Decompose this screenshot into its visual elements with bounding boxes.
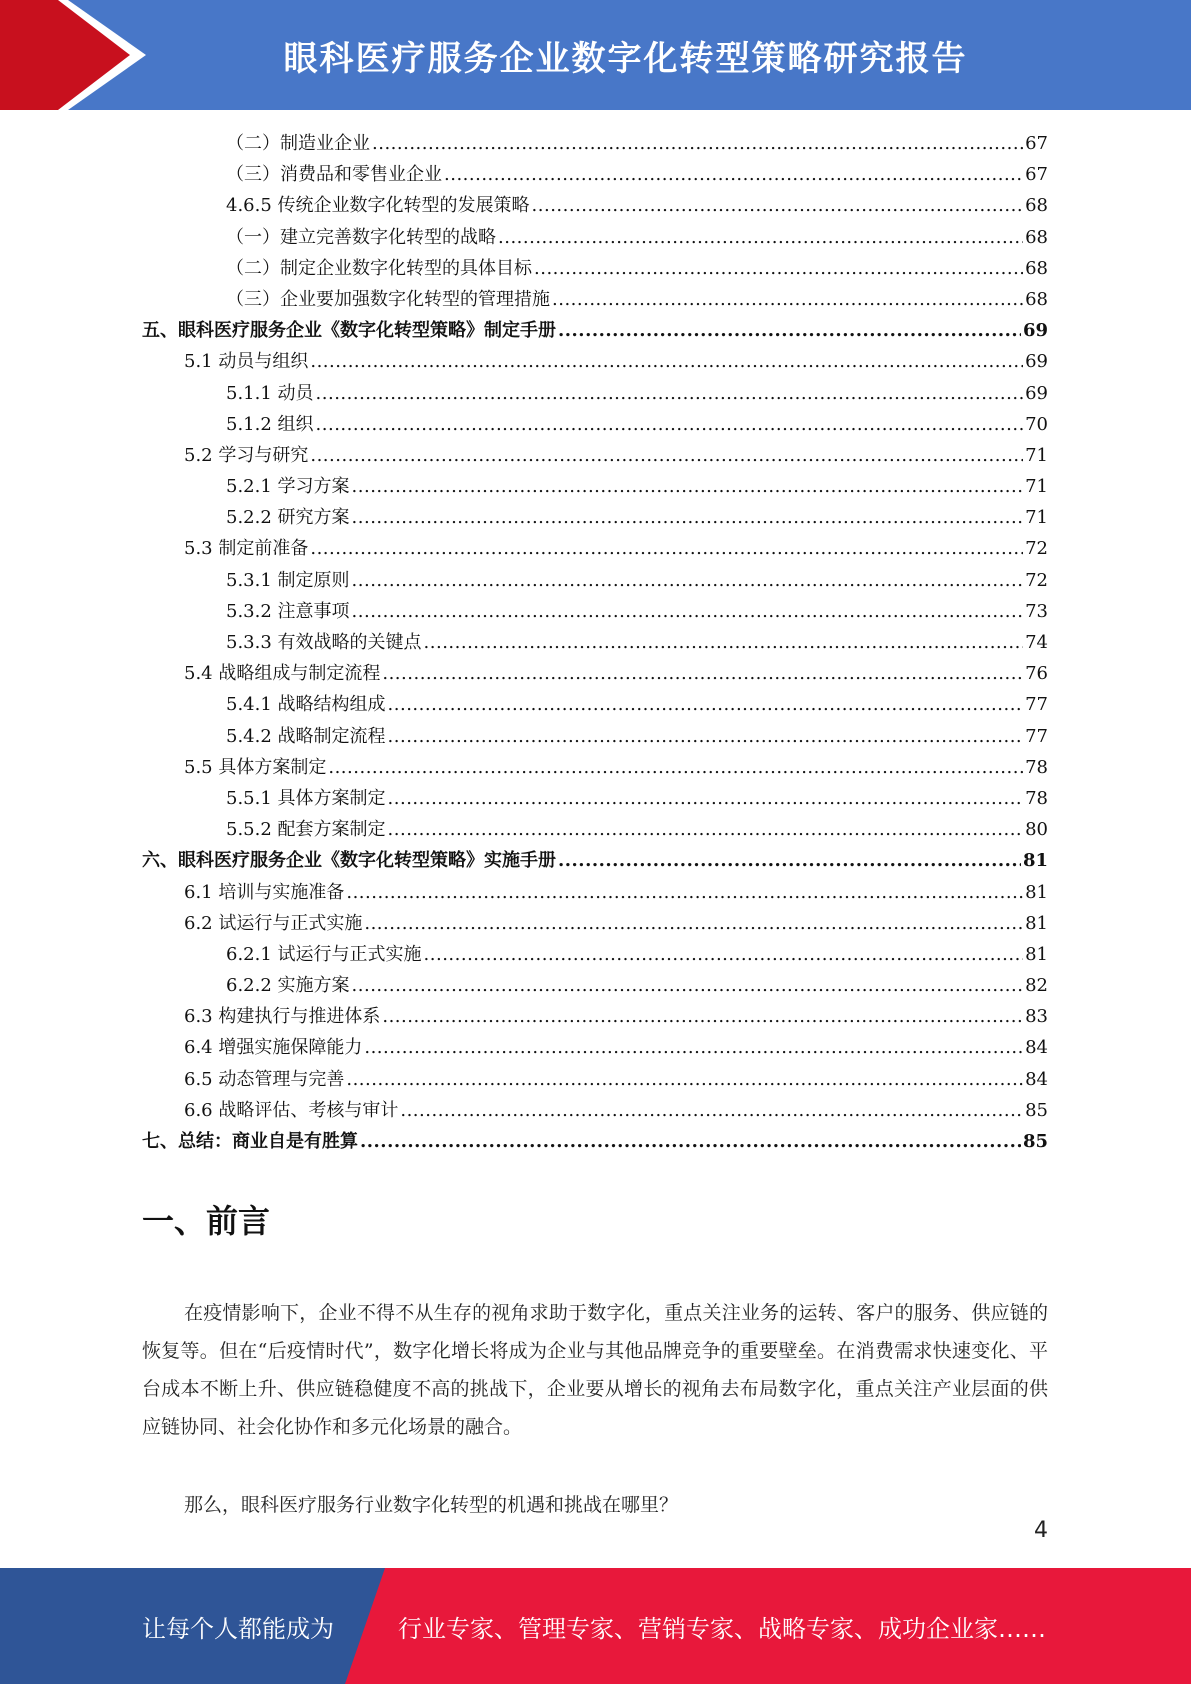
toc-entry-title: （二）制造业企业 bbox=[226, 133, 370, 154]
toc-entry-title: （一）建立完善数字化转型的战略 bbox=[226, 226, 496, 248]
toc-entry[interactable] bbox=[142, 159, 1048, 190]
toc-entry-title: 6.4 增强实施保障能力 bbox=[184, 1037, 363, 1059]
toc-entry-page: 82 bbox=[1025, 975, 1048, 997]
toc-entry-page: 69 bbox=[1025, 382, 1048, 404]
toc-entry[interactable] bbox=[142, 533, 1048, 564]
toc-entry-title: 5.5.2 配套方案制定 bbox=[226, 819, 386, 841]
toc-dot-leader bbox=[364, 1032, 1023, 1063]
toc-entry-title: 6.3 构建执行与推进体系 bbox=[184, 1006, 381, 1028]
toc-entry-title: 5.4.1 战略结构组成 bbox=[226, 694, 386, 716]
toc-entry-page: 68 bbox=[1025, 195, 1048, 217]
toc-dot-leader bbox=[352, 502, 1024, 533]
toc-dot-leader bbox=[388, 689, 1024, 720]
toc-entry[interactable] bbox=[142, 440, 1048, 471]
footer-slogan-right: 行业专家、管理专家、营销专家、战略专家、成功企业家…… bbox=[398, 1614, 1046, 1643]
toc-dot-leader bbox=[382, 1001, 1023, 1032]
toc-dot-leader bbox=[316, 409, 1024, 440]
toc-dot-leader bbox=[388, 783, 1024, 814]
toc-entry-page: 85 bbox=[1022, 1131, 1048, 1152]
toc-dot-leader bbox=[558, 845, 1021, 876]
toc-entry-page: 81 bbox=[1025, 912, 1048, 934]
toc-entry[interactable] bbox=[142, 1064, 1048, 1095]
toc-entry[interactable] bbox=[142, 877, 1048, 908]
header-banner bbox=[0, 0, 1191, 110]
toc-entry-title: 6.2 试运行与正式实施 bbox=[184, 912, 363, 934]
toc-entry-page: 74 bbox=[1025, 632, 1048, 653]
toc-entry-title: 6.5 动态管理与完善 bbox=[184, 1068, 345, 1090]
toc-entry-page: 80 bbox=[1025, 819, 1048, 841]
toc-entry[interactable] bbox=[142, 284, 1048, 315]
toc-entry-page: 81 bbox=[1025, 881, 1048, 903]
toc-entry-page: 81 bbox=[1025, 943, 1048, 965]
toc-dot-leader bbox=[364, 908, 1023, 939]
toc-entry-page: 69 bbox=[1022, 320, 1048, 342]
toc-entry[interactable] bbox=[142, 752, 1048, 783]
toc-dot-leader bbox=[360, 1126, 1021, 1157]
toc-entry-title: （三）消费品和零售业企业 bbox=[226, 164, 442, 186]
toc-entry[interactable] bbox=[142, 845, 1048, 876]
toc-entry-title: （二）制定企业数字化转型的具体目标 bbox=[226, 257, 532, 279]
toc-entry-page: 71 bbox=[1025, 507, 1048, 529]
toc-entry-title: 5.1.2 组织 bbox=[226, 413, 314, 435]
toc-entry[interactable] bbox=[142, 658, 1048, 689]
toc-entry-page: 84 bbox=[1025, 1068, 1048, 1090]
toc-dot-leader bbox=[388, 721, 1024, 752]
toc-entry[interactable] bbox=[142, 596, 1048, 627]
toc-dot-leader bbox=[352, 565, 1024, 596]
toc-dot-leader bbox=[316, 378, 1024, 409]
toc-dot-leader bbox=[534, 253, 1023, 284]
toc-entry[interactable] bbox=[142, 1126, 1048, 1157]
toc-entry-title: 5.3.1 制定原则 bbox=[226, 569, 350, 591]
toc-entry-page: 81 bbox=[1022, 850, 1048, 872]
toc-entry-title: 4.6.5 传统企业数字化转型的发展策略 bbox=[226, 195, 530, 217]
toc-entry-page: 78 bbox=[1025, 787, 1048, 809]
toc-entry-page: 71 bbox=[1025, 444, 1048, 466]
toc-entry-title: 5.3.2 注意事项 bbox=[226, 600, 350, 622]
toc-entry[interactable] bbox=[142, 783, 1048, 814]
toc-entry-page: 67 bbox=[1025, 133, 1048, 154]
toc-entry-page: 68 bbox=[1025, 257, 1048, 279]
toc-dot-leader bbox=[310, 440, 1023, 471]
toc-dot-leader bbox=[424, 939, 1024, 970]
toc-entry-title: 六、眼科医疗服务企业《数字化转型策略》实施手册 bbox=[142, 850, 556, 872]
toc-entry[interactable] bbox=[142, 814, 1048, 845]
toc-dot-leader bbox=[552, 284, 1023, 315]
toc-entry-title: 5.4 战略组成与制定流程 bbox=[184, 663, 381, 685]
report-title: 眼科医疗服务企业数字化转型策略研究报告 bbox=[283, 38, 968, 79]
toc-entry[interactable] bbox=[142, 1032, 1048, 1063]
toc-entry-page: 76 bbox=[1025, 663, 1048, 685]
toc-entry-page: 72 bbox=[1025, 569, 1048, 591]
toc-entry[interactable] bbox=[142, 627, 1048, 658]
toc-entry-page: 71 bbox=[1025, 476, 1048, 498]
toc-dot-leader bbox=[388, 814, 1024, 845]
toc-entry[interactable] bbox=[142, 346, 1048, 377]
toc-dot-leader bbox=[400, 1095, 1023, 1126]
toc-entry[interactable] bbox=[142, 315, 1048, 346]
toc-entry[interactable] bbox=[142, 128, 1048, 159]
toc-entry-page: 78 bbox=[1025, 756, 1048, 778]
toc-entry-page: 84 bbox=[1025, 1037, 1048, 1059]
toc-entry-title: 5.3.3 有效战略的关键点 bbox=[226, 632, 422, 653]
toc-entry-title: 6.2.2 实施方案 bbox=[226, 975, 350, 997]
toc-entry-title: 5.5 具体方案制定 bbox=[184, 756, 327, 778]
toc-dot-leader bbox=[382, 658, 1023, 689]
toc-entry[interactable] bbox=[142, 689, 1048, 720]
footer-slogan-left: 让每个人都能成为 bbox=[142, 1614, 334, 1643]
toc-entry[interactable] bbox=[142, 471, 1048, 502]
table-of-contents bbox=[142, 128, 1048, 1157]
toc-dot-leader bbox=[346, 877, 1023, 908]
toc-entry-title: 5.3 制定前准备 bbox=[184, 538, 309, 560]
toc-dot-leader bbox=[498, 222, 1023, 253]
toc-entry-page: 83 bbox=[1025, 1006, 1048, 1028]
toc-dot-leader bbox=[346, 1064, 1023, 1095]
toc-entry[interactable] bbox=[142, 222, 1048, 253]
section-heading: 一、前言 bbox=[142, 1202, 271, 1240]
toc-entry-title: 5.2 学习与研究 bbox=[184, 444, 309, 466]
page-number: 4 bbox=[1034, 1518, 1048, 1543]
toc-dot-leader bbox=[424, 627, 1024, 658]
toc-dot-leader bbox=[352, 970, 1024, 1001]
toc-entry-title: 五、眼科医疗服务企业《数字化转型策略》制定手册 bbox=[142, 320, 556, 342]
toc-entry[interactable] bbox=[142, 253, 1048, 284]
toc-entry[interactable] bbox=[142, 409, 1048, 440]
toc-entry[interactable] bbox=[142, 721, 1048, 752]
toc-entry[interactable] bbox=[142, 970, 1048, 1001]
toc-entry-title: 6.1 培训与实施准备 bbox=[184, 881, 345, 903]
toc-entry-page: 77 bbox=[1025, 725, 1048, 747]
body-paragraph: 在疫情影响下，企业不得不从生存的视角求助于数字化，重点关注业务的运转、客户的服务、供应链的恢复等。但在“后疫情时代”，数字化增长将成为企业与其他品牌竞争的重要壁垒。在消费需求快速变化、平台成本不断上升、供应链稳健度不高的挑战下，企业要从增长的视角去布局数字化，重点关注产业层面的供应链协同、社会化协作和多元化场景的融合。 bbox=[142, 1302, 1048, 1438]
toc-entry[interactable] bbox=[142, 908, 1048, 939]
toc-entry[interactable] bbox=[142, 1095, 1048, 1126]
toc-entry-title: 5.2.2 研究方案 bbox=[226, 507, 350, 529]
toc-entry[interactable] bbox=[142, 378, 1048, 409]
toc-dot-leader bbox=[352, 471, 1024, 502]
toc-dot-leader bbox=[558, 315, 1021, 346]
toc-entry-page: 67 bbox=[1025, 164, 1048, 186]
toc-dot-leader bbox=[310, 346, 1023, 377]
toc-entry-title: 5.2.1 学习方案 bbox=[226, 476, 350, 498]
toc-entry-title: 5.5.1 具体方案制定 bbox=[226, 787, 386, 809]
footer-banner bbox=[0, 1568, 1191, 1684]
toc-entry[interactable] bbox=[142, 939, 1048, 970]
toc-entry-page: 69 bbox=[1025, 351, 1048, 373]
toc-entry[interactable] bbox=[142, 1001, 1048, 1032]
toc-entry-page: 70 bbox=[1025, 413, 1048, 435]
toc-dot-leader bbox=[532, 190, 1024, 221]
toc-dot-leader bbox=[444, 159, 1023, 190]
toc-entry-page: 72 bbox=[1025, 538, 1048, 560]
toc-entry-page: 73 bbox=[1025, 600, 1048, 622]
toc-entry-title: 6.6 战略评估、考核与审计 bbox=[184, 1099, 399, 1121]
body-paragraph: 那么，眼科医疗服务行业数字化转型的机遇和挑战在哪里？ bbox=[184, 1494, 679, 1516]
toc-entry[interactable] bbox=[142, 502, 1048, 533]
toc-entry-page: 77 bbox=[1025, 694, 1048, 716]
toc-dot-leader bbox=[372, 128, 1023, 159]
toc-dot-leader bbox=[310, 533, 1023, 564]
toc-entry-title: 5.1 动员与组织 bbox=[184, 351, 309, 373]
toc-entry-title: 七、总结：商业自是有胜算 bbox=[142, 1131, 358, 1152]
toc-entry-title: 5.4.2 战略制定流程 bbox=[226, 725, 386, 747]
toc-entry-title: 5.1.1 动员 bbox=[226, 382, 314, 404]
toc-entry-title: 6.2.1 试运行与正式实施 bbox=[226, 943, 422, 965]
toc-dot-leader bbox=[352, 596, 1024, 627]
toc-dot-leader bbox=[328, 752, 1023, 783]
toc-entry-page: 68 bbox=[1025, 288, 1048, 310]
toc-entry-page: 85 bbox=[1025, 1099, 1048, 1121]
toc-entry[interactable] bbox=[142, 565, 1048, 596]
toc-entry-page: 68 bbox=[1025, 226, 1048, 248]
toc-entry[interactable] bbox=[142, 190, 1048, 221]
toc-entry-title: （三）企业要加强数字化转型的管理措施 bbox=[226, 288, 550, 310]
